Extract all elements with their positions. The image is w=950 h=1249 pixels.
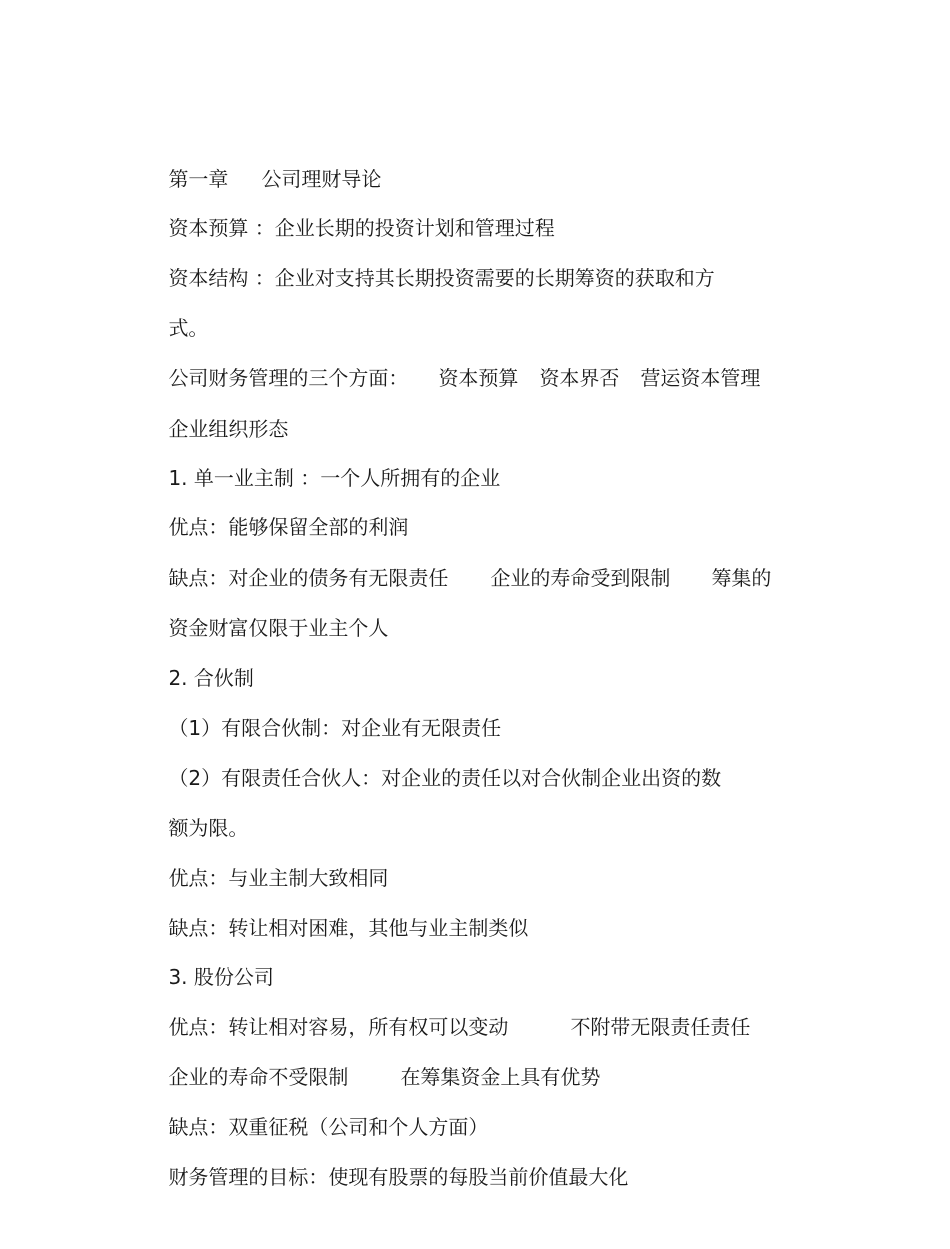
line-text: 额为限。 bbox=[168, 816, 249, 840]
line-text: 资本预算 bbox=[438, 366, 519, 390]
line-text: （2）有限责任合伙人：对企业的责任以对合伙制企业出资的数 bbox=[168, 766, 722, 790]
line-text: 1. 单一业主制 ：一个人所拥有的企业 bbox=[168, 466, 501, 490]
line-text: 企业的寿命受到限制 bbox=[490, 566, 671, 590]
line-text: 资本结构 ：企业对支持其长期投资需要的长期筹资的获取和方 bbox=[168, 266, 715, 290]
line-text: 优点：转让相对容易，所有权可以变动 bbox=[168, 1015, 509, 1039]
line-text: 缺点：对企业的债务有无限责任 bbox=[168, 566, 449, 590]
line-text: 优点：与业主制大致相同 bbox=[168, 866, 389, 890]
line-text: 优点：能够保留全部的利润 bbox=[168, 515, 409, 539]
line-text: 在筹集资金上具有优势 bbox=[400, 1065, 601, 1089]
line-text: 公司财务管理的三个方面： bbox=[168, 366, 409, 390]
line-text: 企业的寿命不受限制 bbox=[168, 1065, 349, 1089]
chapter-number: 第一章 bbox=[168, 167, 229, 191]
line-text: （1）有限合伙制：对企业有无限责任 bbox=[168, 716, 502, 740]
line-text: 资本界否 bbox=[539, 366, 620, 390]
line-text: 式。 bbox=[168, 316, 209, 340]
line-text: 企业组织形态 bbox=[168, 417, 289, 441]
text-line bbox=[143, 239, 715, 317]
line-text: 资本预算 ：企业长期的投资计划和管理过程 bbox=[168, 216, 555, 240]
text-line bbox=[143, 1138, 628, 1216]
line-text: 3. 股份公司 bbox=[168, 965, 274, 989]
line-text: 筹集的 bbox=[711, 566, 772, 590]
line-text: 资金财富仅限于业主个人 bbox=[168, 616, 389, 640]
line-text: 营运资本管理 bbox=[640, 366, 761, 390]
chapter-name: 公司理财导论 bbox=[261, 167, 382, 191]
line-text: 不附带无限责任责任 bbox=[570, 1015, 751, 1039]
line-text: 缺点：转让相对困难，其他与业主制类似 bbox=[168, 916, 529, 940]
line-text: 缺点：双重征税（公司和个人方面） bbox=[168, 1115, 489, 1139]
line-text: 2. 合伙制 bbox=[168, 666, 254, 690]
line-text: 财务管理的目标：使现有股票的每股当前价值最大化 bbox=[168, 1165, 629, 1189]
